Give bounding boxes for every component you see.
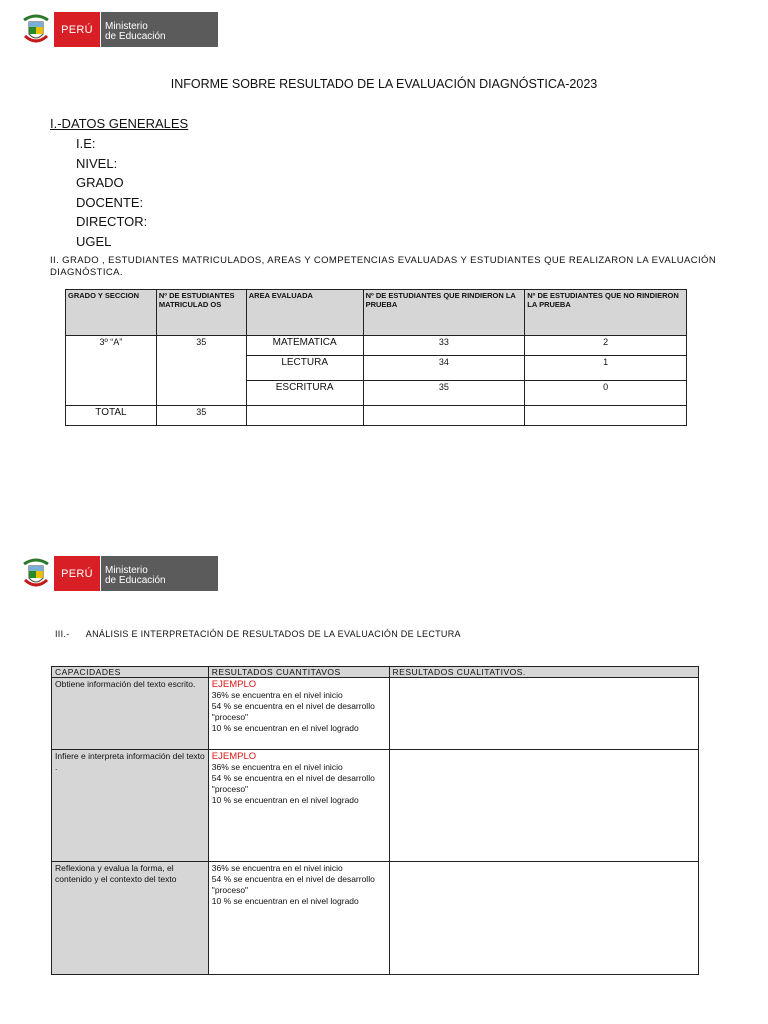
section2-text: GRADO , ESTUDIANTES MATRICULADOS, AREAS Y COMPETENCIAS EVALUADAS Y ESTUDIANTES QUE REALIZARON LA EVALUACIÓN DIAGNÓSTICA. bbox=[50, 255, 717, 278]
example-label: EJEMPLO bbox=[211, 679, 257, 690]
area-cell: LECTURA bbox=[246, 356, 363, 381]
empty-cell bbox=[363, 406, 525, 426]
col-header-rindieron: Nº DE ESTUDIANTES QUE RINDIERON LA PRUEBA bbox=[363, 290, 525, 336]
col-header-cuantitativos: RESULTADOS CUANTITAVOS bbox=[208, 667, 389, 678]
enrollment-table bbox=[65, 289, 687, 426]
example-label: EJEMPLO bbox=[211, 751, 257, 762]
table-total-row bbox=[66, 406, 687, 426]
field-grado: GRADO bbox=[76, 175, 124, 190]
not-took-cell: 2 bbox=[525, 336, 687, 356]
logo-ministry-line1: Ministerio bbox=[105, 21, 148, 32]
cualitativo-cell bbox=[389, 678, 698, 750]
col-header-matriculados: Nº DE ESTUDIANTES MATRICULAD OS bbox=[156, 290, 246, 336]
section1-heading: I.-DATOS GENERALES bbox=[50, 116, 189, 131]
capacidad-cell: Obtiene información del texto escrito. bbox=[52, 678, 209, 750]
result-line: 36% se encuentra en el nivel inicio bbox=[211, 690, 343, 700]
total-enrolled: 35 bbox=[156, 406, 246, 426]
minedu-logo bbox=[18, 12, 218, 48]
col-header-grado: GRADO Y SECCION bbox=[66, 290, 157, 336]
col-header-no-rindieron: Nº DE ESTUDIANTES QUE NO RINDIERON LA PRUEBA bbox=[525, 290, 687, 336]
not-took-cell: 0 bbox=[525, 381, 687, 406]
cuantitativo-cell bbox=[208, 862, 389, 975]
table-row bbox=[66, 336, 687, 356]
minedu-logo bbox=[18, 556, 218, 592]
result-line: 10 % se encuentran en el nivel logrado bbox=[211, 896, 359, 906]
result-line: 36% se encuentra en el nivel inicio bbox=[211, 762, 343, 772]
area-cell: MATEMATICA bbox=[246, 336, 363, 356]
section2-prefix: II. bbox=[50, 255, 60, 266]
empty-cell bbox=[246, 406, 363, 426]
logo-ministry-line1: Ministerio bbox=[105, 565, 148, 576]
grade-cell: 3º “A” bbox=[66, 336, 157, 406]
logo-country: PERÚ bbox=[54, 556, 100, 591]
table-header-row bbox=[52, 667, 699, 678]
logo-country: PERÚ bbox=[54, 12, 100, 47]
section2-heading bbox=[50, 255, 740, 279]
result-line: 10 % se encuentran en el nivel logrado bbox=[211, 795, 359, 805]
total-label: TOTAL bbox=[66, 406, 157, 426]
peru-coat-of-arms-icon bbox=[18, 12, 54, 48]
field-docente: DOCENTE: bbox=[76, 195, 144, 210]
logo-ministry bbox=[100, 12, 218, 47]
field-nivel: NIVEL: bbox=[76, 156, 118, 171]
empty-cell bbox=[525, 406, 687, 426]
table-header-row bbox=[66, 290, 687, 336]
area-cell: ESCRITURA bbox=[246, 381, 363, 406]
capacidad-cell: Reflexiona y evalua la forma, el contenido y el contexto del texto bbox=[52, 862, 209, 975]
section3-heading: III.- ANÁLISIS E INTERPRETACIÓN DE RESULTADOS DE LA EVALUACIÓN DE LECTURA bbox=[55, 629, 461, 639]
result-line: 54 % se encuentra en el nivel de desarrollo "proceso" bbox=[211, 701, 375, 722]
enrolled-cell: 35 bbox=[156, 336, 246, 406]
cuantitativo-cell bbox=[208, 750, 389, 862]
result-line: 54 % se encuentra en el nivel de desarrollo "proceso" bbox=[211, 874, 375, 895]
took-cell: 33 bbox=[363, 336, 525, 356]
not-took-cell: 1 bbox=[525, 356, 687, 381]
cuantitativo-cell bbox=[208, 678, 389, 750]
result-line: 54 % se encuentra en el nivel de desarrollo "proceso" bbox=[211, 773, 375, 794]
result-line: 10 % se encuentran en el nivel logrado bbox=[211, 723, 359, 733]
logo-ministry bbox=[100, 556, 218, 591]
cualitativo-cell bbox=[389, 862, 698, 975]
field-ugel: UGEL bbox=[76, 234, 112, 249]
field-director: DIRECTOR: bbox=[76, 214, 148, 229]
field-ie: I.E: bbox=[76, 136, 96, 151]
took-cell: 35 bbox=[363, 381, 525, 406]
report-title: INFORME SOBRE RESULTADO DE LA EVALUACIÓN DIAGNÓSTICA-2023 bbox=[170, 77, 598, 91]
cualitativo-cell bbox=[389, 750, 698, 862]
took-cell: 34 bbox=[363, 356, 525, 381]
table-row bbox=[52, 678, 699, 750]
table-row bbox=[52, 750, 699, 862]
table-row bbox=[52, 862, 699, 975]
capacidad-cell: Infiere e interpreta información del texto . bbox=[52, 750, 209, 862]
logo-ministry-line2: de Educación bbox=[105, 31, 166, 42]
logo-ministry-line2: de Educación bbox=[105, 575, 166, 586]
result-line: 36% se encuentra en el nivel inicio bbox=[211, 863, 343, 873]
peru-coat-of-arms-icon bbox=[18, 556, 54, 592]
col-header-cualitativos: RESULTADOS CUALITATIVOS. bbox=[389, 667, 698, 678]
col-header-area: AREA EVALUADA bbox=[246, 290, 363, 336]
reading-analysis-table bbox=[51, 666, 699, 975]
col-header-capacidades: CAPACIDADES bbox=[52, 667, 209, 678]
